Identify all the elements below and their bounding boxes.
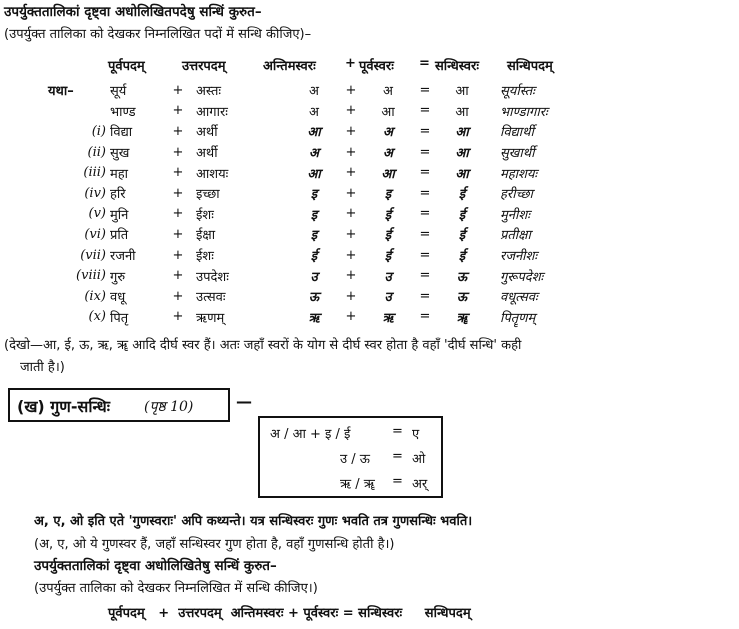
first-word: प्रति [110, 228, 129, 244]
initial-vowel: ई [384, 228, 392, 244]
second-word: उत्सवः [196, 290, 226, 306]
plus-sign: + [172, 206, 184, 222]
equals-sign: = [419, 288, 431, 304]
initial-vowel: आ [381, 166, 395, 182]
rule-3-lhs: ऋ / ॠ [340, 477, 375, 492]
first-word: सूर्य [110, 84, 127, 100]
initial-vowel: इ [384, 187, 392, 203]
final-vowel: ऋ [308, 310, 320, 326]
sandhi-result: विद्यार्थी [500, 125, 534, 141]
initial-vowel: उ [384, 290, 392, 306]
table-row [40, 183, 548, 204]
header-purvasvarah: पूर्वस्वरः [359, 59, 394, 74]
row-number: (v) [88, 206, 106, 222]
plus-sign: + [345, 123, 357, 139]
row-number: (ix) [84, 288, 106, 304]
final-vowel: अ [309, 104, 319, 120]
header-eq: = [419, 56, 430, 71]
rule-2-eq: = [392, 449, 403, 464]
initial-vowel: आ [381, 104, 395, 120]
subheading-1: (उपर्युक्त तालिका को देखकर निम्नलिखित पदों में सन्धि कीजिए)– [4, 27, 312, 42]
rule-1-rhs: ए [412, 427, 420, 442]
equals-sign: = [419, 247, 431, 263]
header-purvapadam: पूर्वपदम् [108, 59, 145, 74]
header-sandhisvarah: सन्धिस्वरः [435, 59, 479, 74]
first-word: रजनी [110, 249, 136, 265]
row-number: (vi) [84, 226, 106, 242]
table-row [40, 204, 548, 225]
first-word: मुनि [110, 207, 129, 223]
final-vowel: इ [310, 207, 318, 223]
guna-sentence: अ, ए, ओ इति एते 'गुणस्वराः' अपि कथ्यन्ते। यत्र सन्धिस्वरः गुणः भवति तत्र गुणसन्धिः भवति। [34, 514, 473, 529]
table-row [40, 245, 548, 266]
sandhi-result: भाण्डागारः [500, 104, 548, 120]
plus-sign: + [345, 103, 357, 119]
plus-sign: + [172, 268, 184, 284]
plus-sign: + [172, 144, 184, 160]
sandhi-vowel: ऊ [456, 290, 468, 306]
sandhi-vowel: ई [458, 228, 466, 244]
second-word: उपदेशः [196, 269, 229, 285]
equals-sign: = [419, 165, 431, 181]
row-number: (i) [91, 123, 106, 139]
second-word: इच्छा [196, 187, 220, 203]
plus-sign: + [345, 165, 357, 181]
sandhi-vowel: आ [455, 166, 469, 182]
equals-sign: = [419, 268, 431, 284]
sandhi-vowel: आ [455, 146, 469, 162]
equals-sign: = [419, 123, 431, 139]
initial-vowel: अ [383, 125, 393, 141]
initial-vowel: ई [384, 249, 392, 265]
plus-sign: + [345, 247, 357, 263]
sandhi-result: वधूत्सवः [500, 290, 538, 306]
bottom-header: पूर्वपदम् + उत्तरपदम् अन्तिमस्वरः + पूर्वस्वरः = सन्धिस्वरः सन्धिपदम् [108, 606, 471, 621]
row-number: (iv) [84, 185, 106, 201]
final-vowel: अ [309, 146, 319, 162]
first-word: सुख [110, 146, 130, 162]
plus-sign: + [172, 103, 184, 119]
equals-sign: = [419, 185, 431, 201]
second-word: अर्थी [196, 146, 218, 162]
guna-page: (पृष्ठ 10) [144, 399, 194, 415]
heading-1: उपर्युक्ततालिकां दृष्ट्वा अधोलिखितपदेषु सन्धिं कुरुत– [4, 4, 262, 20]
first-word: वधू [110, 290, 126, 306]
initial-vowel: ऋ [382, 310, 394, 326]
sandhi-result: सूर्यास्तः [500, 84, 535, 100]
plus-sign: + [172, 165, 184, 181]
final-vowel: उ [310, 269, 318, 285]
header-sandhipadam: सन्धिपदम् [507, 59, 553, 74]
table-row [40, 286, 548, 307]
rule-3-rhs: अर् [412, 477, 428, 492]
final-vowel: इ [310, 228, 318, 244]
second-word: ईक्षा [196, 228, 216, 244]
sandhi-result: पितॄणम् [500, 310, 536, 326]
table-row [40, 265, 548, 286]
sandhi-result: रजनीशः [500, 249, 538, 265]
row-number: (x) [88, 309, 106, 325]
guna-title: (ख) गुण-सन्धिः [17, 397, 110, 416]
initial-vowel: उ [384, 269, 392, 285]
sandhi-vowel: आ [455, 104, 469, 120]
sandhi-vowel: ई [458, 249, 466, 265]
header-antimasvarah: अन्तिमस्वरः [263, 59, 316, 74]
second-word: ईशः [196, 207, 214, 223]
plus-sign: + [345, 309, 357, 325]
sandhi-vowel: आ [455, 125, 469, 141]
plus-sign: + [172, 309, 184, 325]
row-number: (iii) [83, 165, 106, 181]
plus-sign: + [172, 226, 184, 242]
header-plus: + [345, 56, 356, 71]
plus-sign: + [172, 288, 184, 304]
guna-sentence-hindi: (अ, ए, ओ ये गुणस्वर हैं, जहाँ सन्धिस्वर गुण होता है, वहाँ गुणसन्धि होती है।) [34, 537, 395, 552]
second-word: ऋणम् [196, 310, 225, 326]
row-number: (ii) [87, 144, 106, 160]
plus-sign: + [345, 288, 357, 304]
rule-3-eq: = [392, 474, 403, 489]
final-vowel: आ [307, 125, 321, 141]
note-line-2: जाती है।) [20, 360, 65, 375]
guna-title-box [8, 388, 230, 422]
note-line-1: (देखो—आ, ई, ऊ, ऋ, ॠ आदि दीर्घ स्वर हैं। अतः जहाँ स्वरों के योग से दीर्घ स्वर होता है वहाँ 'दीर्घ सन्धि' कही [4, 338, 522, 353]
plus-sign: + [345, 82, 357, 98]
initial-vowel: ई [384, 207, 392, 223]
sandhi-result: प्रतीक्षा [500, 228, 531, 244]
equals-sign: = [419, 206, 431, 222]
final-vowel: आ [307, 166, 321, 182]
table-row [40, 121, 548, 142]
first-word: महा [110, 166, 129, 182]
final-vowel: इ [310, 187, 318, 203]
first-word: हरि [110, 187, 126, 203]
sandhi-result: हरीच्छा [500, 187, 533, 203]
plus-sign: + [172, 82, 184, 98]
table-row [40, 224, 548, 245]
table-row [40, 142, 548, 163]
table-row [40, 307, 548, 328]
row-number [40, 101, 110, 122]
plus-sign: + [345, 268, 357, 284]
equals-sign: = [419, 103, 431, 119]
second-word: ईशः [196, 249, 214, 265]
final-vowel: ऊ [308, 290, 320, 306]
sandhi-vowel: आ [455, 84, 469, 100]
first-word: पितृ [110, 310, 129, 326]
first-word: विद्या [110, 125, 133, 141]
rule-1-eq: = [392, 424, 403, 439]
guna-rules-box [258, 416, 443, 498]
row-number: (viii) [76, 268, 106, 284]
rule-2-rhs: ओ [412, 452, 426, 467]
sandhi-table [40, 80, 548, 327]
second-word: आगारः [196, 104, 228, 120]
plus-sign: + [172, 185, 184, 201]
equals-sign: = [419, 226, 431, 242]
row-number: यथा– [48, 84, 74, 100]
equals-sign: = [419, 144, 431, 160]
final-vowel: अ [309, 84, 319, 100]
second-word: अर्थी [196, 125, 218, 141]
subheading-2: (उपर्युक्त तालिका को देखकर निम्नलिखित में सन्धि कीजिए।) [34, 581, 318, 596]
rule-2-lhs: उ / ऊ [340, 452, 370, 467]
table-row [40, 101, 548, 122]
plus-sign: + [172, 123, 184, 139]
sandhi-result: सुखार्थी [500, 146, 535, 162]
equals-sign: = [419, 309, 431, 325]
first-word: गुरु [110, 269, 126, 285]
guna-dash: — [236, 392, 252, 411]
initial-vowel: अ [383, 146, 393, 162]
sandhi-vowel: ई [458, 207, 466, 223]
table-row [40, 80, 548, 101]
plus-sign: + [172, 247, 184, 263]
sandhi-vowel: ॠ [456, 310, 468, 326]
initial-vowel: अ [383, 84, 393, 100]
sandhi-result: मुनीशः [500, 207, 530, 223]
sandhi-result: गुरूपदेशः [500, 269, 544, 285]
header-uttarapadam: उत्तरपदम् [182, 59, 226, 74]
plus-sign: + [345, 226, 357, 242]
plus-sign: + [345, 144, 357, 160]
row-number: (vii) [80, 247, 106, 263]
table-row [40, 162, 548, 183]
second-word: आशयः [196, 166, 229, 182]
plus-sign: + [345, 206, 357, 222]
plus-sign: + [345, 185, 357, 201]
sandhi-result: महाशयः [500, 166, 538, 182]
final-vowel: ई [310, 249, 318, 265]
first-word: भाण्ड [110, 104, 136, 120]
sandhi-vowel: ऊ [456, 269, 468, 285]
rule-1-lhs: अ / आ + इ / ई [270, 427, 351, 442]
equals-sign: = [419, 82, 431, 98]
second-word: अस्तः [196, 84, 222, 100]
sandhi-vowel: ई [458, 187, 466, 203]
heading-2: उपर्युक्ततालिकां दृष्ट्वा अधोलिखितेषु सन्धिं कुरुत– [34, 558, 277, 574]
